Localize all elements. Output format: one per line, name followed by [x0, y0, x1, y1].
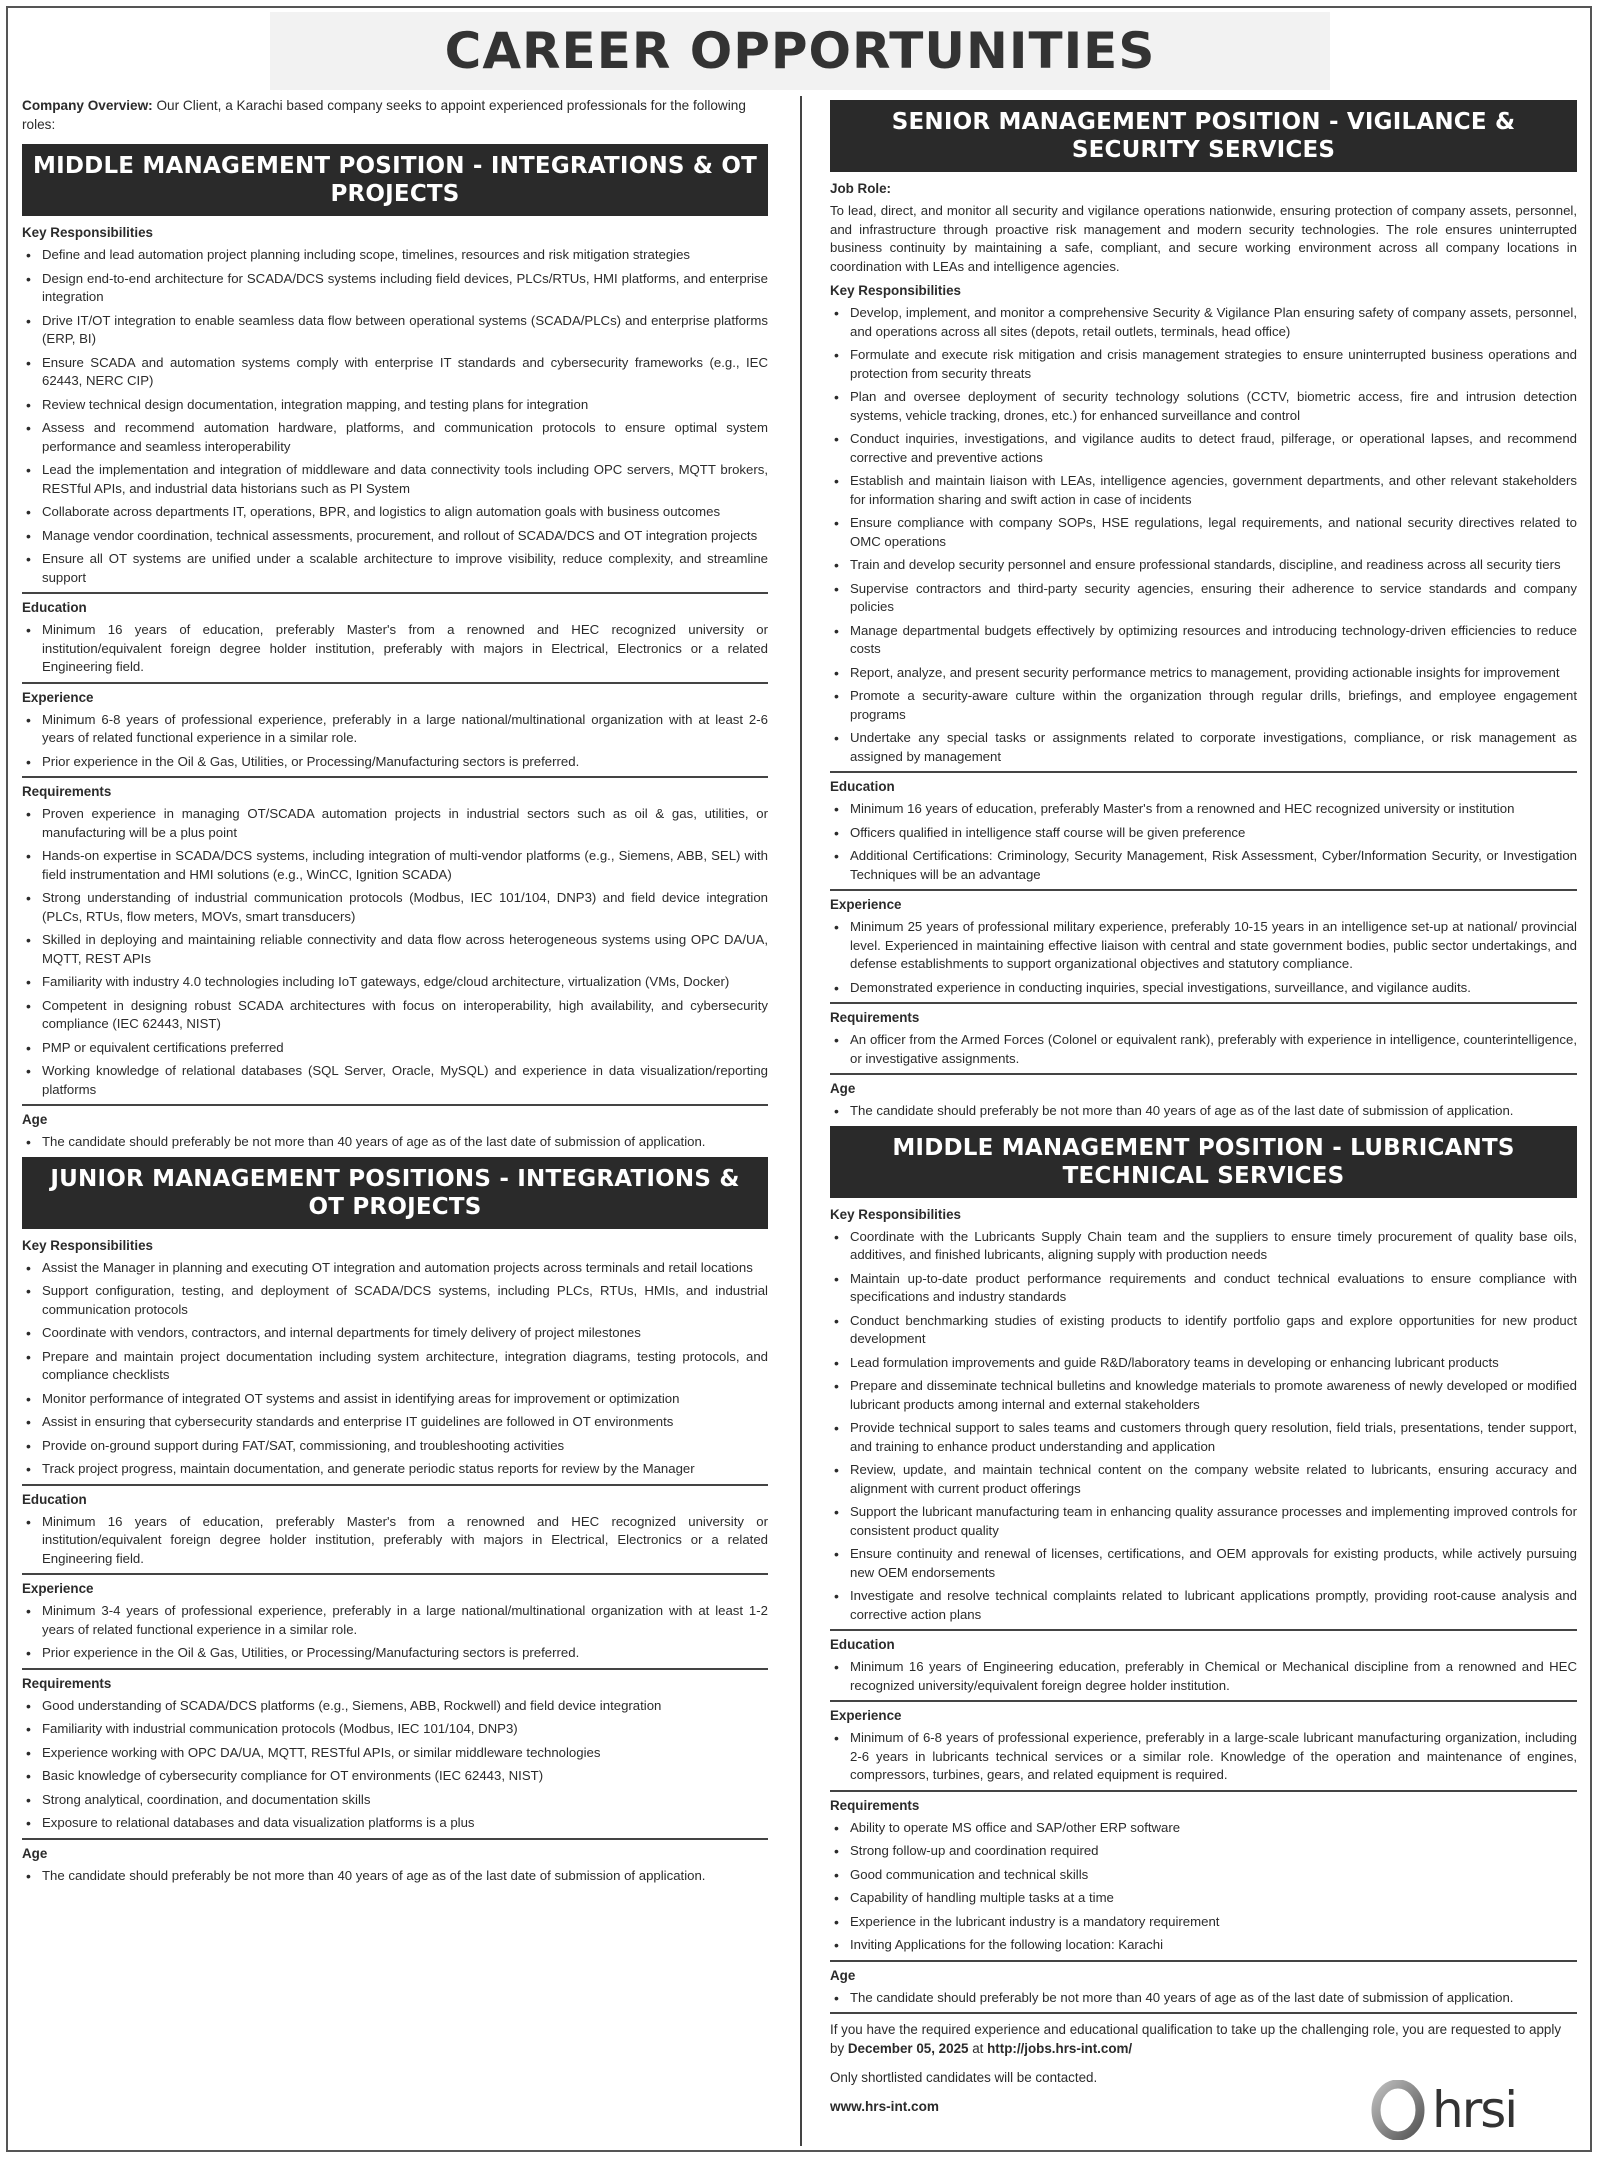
list-item: • Provide on-ground support during FAT/SAT, commissioning, and troubleshooting activities	[22, 1437, 768, 1456]
list-item: • Train and develop security personnel and ensure professional standards, discipline, and readiness across all security tiers	[830, 556, 1577, 575]
requirements-list	[22, 1697, 768, 1833]
list-item: • Design end-to-end architecture for SCADA/DCS systems including field devices, PLCs/RTUs, HMI platforms, and enterprise integration	[22, 270, 768, 307]
section-heading-requirements: Requirements	[830, 1010, 920, 1025]
list-item: • Ensure all OT systems are unified under a scalable architecture to improve visibility, reduce complexity, and streamline support	[22, 550, 768, 587]
section-divider	[830, 1790, 1577, 1792]
list-item: • Additional Certifications: Criminology, Security Management, Risk Assessment, Cyber/Information Security, or Investigation Techniques will be an advantage	[830, 847, 1577, 884]
requirements-list	[830, 1819, 1577, 1955]
experience-list	[22, 1602, 768, 1663]
section-divider	[22, 682, 768, 684]
column-divider	[800, 96, 802, 2146]
list-item: • Review technical design documentation, integration mapping, and testing plans for integration	[22, 396, 768, 415]
key-list	[830, 1228, 1577, 1625]
list-item: • Supervise contractors and third-party security agencies, ensuring their adherence to service standards and company policies	[830, 580, 1577, 617]
list-item: • Minimum 16 years of Engineering education, preferably in Chemical or Mechanical discipline from a renowned and HEC recognized university/equivalent foreign degree holder institution.	[830, 1658, 1577, 1695]
section-heading-age: Age	[22, 1845, 48, 1861]
list-item: • Strong analytical, coordination, and documentation skills	[22, 1791, 768, 1810]
section-divider	[22, 592, 768, 594]
list-item: • Ensure compliance with company SOPs, HSE regulations, legal requirements, and national security directives related to OMC operations	[830, 514, 1577, 551]
job-lubricants	[830, 1126, 1577, 2015]
list-item: • Officers qualified in intelligence staff course will be given preference	[830, 824, 1577, 843]
list-item: • Assist in ensuring that cybersecurity standards and enterprise IT guidelines are followed in OT environments	[22, 1413, 768, 1432]
section-heading-key: Key Responsibilities	[22, 1237, 153, 1253]
list-item: • Strong follow-up and coordination required	[830, 1842, 1577, 1861]
education-list	[830, 800, 1577, 884]
section-heading-key: Key Responsibilities	[830, 283, 961, 298]
apply-text-at: at	[968, 2041, 988, 2056]
list-item: • Drive IT/OT integration to enable seamless data flow between operational systems (SCADA/PLCs) and enterprise platforms (ERP, BI)	[22, 312, 768, 349]
section-heading-key: Key Responsibilities	[22, 225, 153, 240]
job-role-text: To lead, direct, and monitor all security and vigilance operations nationwide, ensuring protection of company assets, personnel, and infrastructure through proactive risk management and modern security technologies. The role ensures uninterrupted business continuity by maintaining a safe, compliant, and secure working environment across all company locations in coordination with LEAs and intelligence agencies.	[830, 203, 1577, 274]
apply-text: If you have the required experience and educational qualification to take up the challenging role, you are requested to apply by	[830, 2022, 1562, 2056]
list-item: • Strong understanding of industrial communication protocols (Modbus, IEC 101/104, DNP3) and field device integration (PLCs, RTUs, flow meters, MOVs, smart transducers)	[22, 889, 768, 926]
list-item: • Inviting Applications for the following location: Karachi	[830, 1936, 1577, 1955]
section-divider	[22, 1838, 768, 1840]
section-divider	[22, 1668, 768, 1670]
list-item: • Basic knowledge of cybersecurity compliance for OT environments (IEC 62443, NIST)	[22, 1767, 768, 1786]
list-item: • Develop, implement, and monitor a comprehensive Security & Vigilance Plan ensuring safety of company assets, personnel, and operations across all sites (depots, retail outlets, terminals, head office)	[830, 304, 1577, 341]
list-item: • Prior experience in the Oil & Gas, Utilities, or Processing/Manufacturing sectors is preferred.	[22, 1644, 768, 1663]
list-item: • Report, analyze, and present security performance metrics to management, providing actionable insights for improvement	[830, 664, 1577, 683]
hrsi-logo	[1370, 2080, 1570, 2140]
list-item: • Minimum 6-8 years of professional experience, preferably in a large national/multinational organization with at least 2-6 years of related functional experience in a similar role.	[22, 711, 768, 748]
list-item: • Capability of handling multiple tasks at a time	[830, 1889, 1577, 1908]
list-item: • Undertake any special tasks or assignments related to corporate investigations, compliance, or risk management as assigned by management	[830, 729, 1577, 766]
list-item: • Support configuration, testing, and deployment of SCADA/DCS systems, including PLCs, RTUs, HMIs, and industrial communication protocols	[22, 1282, 768, 1319]
logo-wordmark: hrsi	[1432, 2081, 1517, 2139]
key-list	[22, 1259, 768, 1479]
list-item: • Skilled in deploying and maintaining reliable connectivity and data flow across heterogeneous systems using OPC DA/UA, MQTT, REST APIs	[22, 931, 768, 968]
education-list	[830, 1658, 1577, 1695]
requirements-list	[22, 805, 768, 1099]
list-item: • Ensure SCADA and automation systems comply with enterprise IT standards and cybersecurity frameworks (e.g., IEC 62443, NERC CIP)	[22, 354, 768, 391]
page-title: CAREER OPPORTUNITIES	[444, 22, 1156, 80]
list-item: • An officer from the Armed Forces (Colonel or equivalent rank), preferably with experience in intelligence, counterintelligence, or investigative assignments.	[830, 1031, 1577, 1068]
section-divider	[830, 1700, 1577, 1702]
company-overview	[22, 96, 768, 134]
list-item: • Lead the implementation and integration of middleware and data connectivity tools including OPC servers, MQTT brokers, RESTful APIs, and industrial data historians such as PI System	[22, 461, 768, 498]
section-divider	[830, 2012, 1577, 2014]
list-item: • Provide technical support to sales teams and customers through query resolution, field trials, presentations, tender support, and training to enhance product understanding and application	[830, 1419, 1577, 1456]
section-heading-job-role: Job Role:	[830, 181, 892, 196]
list-item: • Familiarity with industry 4.0 technologies including IoT gateways, edge/cloud architecture, virtualization (VMs, Docker)	[22, 973, 768, 992]
list-item: • Working knowledge of relational databases (SQL Server, Oracle, MySQL) and experience in data visualization/reporting platforms	[22, 1062, 768, 1099]
section-divider	[830, 889, 1577, 891]
section-divider	[22, 1104, 768, 1106]
overview-text: Our Client, a Karachi based company seeks to appoint experienced professionals for the following roles:	[22, 98, 746, 132]
section-heading-education: Education	[830, 779, 895, 794]
list-item: • Manage vendor coordination, technical assessments, procurement, and rollout of SCADA/DCS and OT integration projects	[22, 527, 768, 546]
experience-list	[22, 711, 768, 772]
job-heading: MIDDLE MANAGEMENT POSITION - LUBRICANTS TECHNICAL SERVICES	[830, 1126, 1577, 1198]
list-item: • Collaborate across departments IT, operations, BPR, and logistics to align automation goals with business outcomes	[22, 503, 768, 522]
section-heading-education: Education	[22, 600, 87, 615]
key-list	[830, 304, 1577, 766]
list-item: • Good communication and technical skills	[830, 1866, 1577, 1885]
list-item: • Track project progress, maintain documentation, and generate periodic status reports for review by the Manager	[22, 1460, 768, 1479]
list-item: • Demonstrated experience in conducting inquiries, special investigations, surveillance, and vigilance audits.	[830, 979, 1577, 998]
overview-label: Company Overview:	[22, 98, 153, 113]
age-list	[22, 1867, 768, 1886]
list-item: • Hands-on expertise in SCADA/DCS systems, including integration of multi-vendor platforms (e.g., Siemens, ABB, SEL) with field instrumentation and HMI solutions (e.g., WinCC, Ignition SCADA)	[22, 847, 768, 884]
section-heading-experience: Experience	[22, 689, 94, 705]
section-divider	[22, 776, 768, 778]
list-item: • Plan and oversee deployment of security technology solutions (CCTV, biometric access, fire and intrusion detection systems, vehicle tracking, drones, etc.) for enhanced surveillance and control	[830, 388, 1577, 425]
list-item: • Review, update, and maintain technical content on the company website related to lubricants, ensuring accuracy and alignment with current product offerings	[830, 1461, 1577, 1498]
list-item: • Establish and maintain liaison with LEAs, intelligence agencies, government departments, and other relevant stakeholders for information sharing and swift action in case of incidents	[830, 472, 1577, 509]
job-middle-ot	[22, 144, 768, 1152]
list-item: • Conduct inquiries, investigations, and vigilance audits to detect fraud, pilferage, or operational lapses, and recommend corrective and preventive actions	[830, 430, 1577, 467]
list-item: • The candidate should preferably be not more than 40 years of age as of the last date of submission of application.	[830, 1102, 1577, 1121]
list-item: • Manage departmental budgets effectively by optimizing resources and introducing technology-driven efficiencies to reduce costs	[830, 622, 1577, 659]
list-item: • Prior experience in the Oil & Gas, Utilities, or Processing/Manufacturing sectors is preferred.	[22, 753, 768, 772]
title-band	[270, 12, 1330, 90]
list-item: • Exposure to relational databases and data visualization platforms is a plus	[22, 1814, 768, 1833]
apply-link[interactable]: http://jobs.hrs-int.com/	[987, 2041, 1133, 2056]
section-divider	[830, 771, 1577, 773]
list-item: • Monitor performance of integrated OT systems and assist in identifying areas for improvement or optimization	[22, 1390, 768, 1409]
list-item: • Minimum 25 years of professional military experience, preferably 10-15 years in an intelligence set-up at national/ provincial level. Experienced in maintaining effective liaison with central and state government bodies, public sector undertakings, and defense establishments to support organizational objectives and statutory compliance.	[830, 918, 1577, 974]
list-item: • Good understanding of SCADA/DCS platforms (e.g., Siemens, ABB, Rockwell) and field device integration	[22, 1697, 768, 1716]
list-item: • Prepare and maintain project documentation including system architecture, integration diagrams, testing protocols, and compliance checklists	[22, 1348, 768, 1385]
age-list	[22, 1133, 768, 1152]
list-item: • Lead formulation improvements and guide R&D/laboratory teams in developing or enhancing lubricant products	[830, 1354, 1577, 1373]
job-heading: JUNIOR MANAGEMENT POSITIONS - INTEGRATIONS & OT PROJECTS	[22, 1157, 768, 1229]
list-item: • Experience working with OPC DA/UA, MQTT, RESTful APIs, or similar middleware technologies	[22, 1744, 768, 1763]
section-heading-education: Education	[830, 1637, 895, 1652]
job-heading: SENIOR MANAGEMENT POSITION - VIGILANCE & SECURITY SERVICES	[830, 100, 1577, 172]
key-list	[22, 246, 768, 587]
shortlist-note: Only shortlisted candidates will be contacted.	[830, 2070, 1098, 2085]
list-item: • Experience in the lubricant industry is a mandatory requirement	[830, 1913, 1577, 1932]
section-divider	[830, 1629, 1577, 1631]
list-item: • Familiarity with industrial communication protocols (Modbus, IEC 101/104, DNP3)	[22, 1720, 768, 1739]
section-heading-age: Age	[830, 1081, 856, 1096]
left-column	[22, 96, 768, 1890]
list-item: • Assist the Manager in planning and executing OT integration and automation projects across terminals and retail locations	[22, 1259, 768, 1278]
section-divider	[830, 1073, 1577, 1075]
age-list	[830, 1989, 1577, 2008]
list-item: • Proven experience in managing OT/SCADA automation projects in industrial sectors such as oil & gas, utilities, or manufacturing will be a plus point	[22, 805, 768, 842]
list-item: • Minimum 3-4 years of professional experience, preferably in a large national/multinational organization with at least 1-2 years of related functional experience in a similar role.	[22, 1602, 768, 1639]
section-divider	[830, 1002, 1577, 1004]
list-item: • Minimum 16 years of education, preferably Master's from a renowned and HEC recognized university or institution	[830, 800, 1577, 819]
section-heading-requirements: Requirements	[830, 1797, 920, 1813]
list-item: • Ability to operate MS office and SAP/other ERP software	[830, 1819, 1577, 1838]
list-item: • Maintain up-to-date product performance requirements and conduct technical evaluations to ensure compliance with specifications and industry standards	[830, 1270, 1577, 1307]
deadline: December 05, 2025	[847, 2041, 969, 2056]
job-junior-ot	[22, 1157, 768, 1886]
experience-list	[830, 918, 1577, 997]
section-heading-requirements: Requirements	[22, 784, 112, 799]
list-item: • The candidate should preferably be not more than 40 years of age as of the last date of submission of application.	[22, 1133, 768, 1152]
job-heading: MIDDLE MANAGEMENT POSITION - INTEGRATIONS & OT PROJECTS	[22, 144, 768, 216]
list-item: • Assess and recommend automation hardware, platforms, and communication protocols to ensure optimal system performance and seamless interoperability	[22, 419, 768, 456]
list-item: • Prepare and disseminate technical bulletins and knowledge materials to promote awareness of newly developed or modified lubricant products among internal and external stakeholders	[830, 1377, 1577, 1414]
section-heading-age: Age	[830, 1967, 856, 1983]
list-item: • Minimum of 6-8 years of professional experience, preferably in a large-scale lubricant manufacturing organization, including 2-6 years in lubricants technical services or a similar role. Knowledge of the operation and maintenance of engines, compressors, turbines, gears, and related equipment is required.	[830, 1729, 1577, 1785]
list-item: • Competent in designing robust SCADA architectures with focus on interoperability, high availability, and cybersecurity compliance (IEC 62443, NIST)	[22, 997, 768, 1034]
apply-instructions	[830, 2020, 1577, 2058]
list-item: • Promote a security-aware culture within the organization through regular drills, briefings, and employee engagement programs	[830, 687, 1577, 724]
list-item: • The candidate should preferably be not more than 40 years of age as of the last date of submission of application.	[830, 1989, 1577, 2008]
section-heading-key: Key Responsibilities	[830, 1206, 961, 1222]
education-list	[22, 621, 768, 677]
requirements-list	[830, 1031, 1577, 1068]
list-item: • Investigate and resolve technical complaints related to lubricant applications promptly, providing root-cause analysis and corrective action plans	[830, 1587, 1577, 1624]
ring-logo-icon	[1370, 2080, 1426, 2140]
age-list	[830, 1102, 1577, 1121]
section-heading-experience: Experience	[830, 1708, 902, 1723]
section-divider	[830, 1960, 1577, 1962]
list-item: • Coordinate with the Lubricants Supply Chain team and the suppliers to ensure timely procurement of quality base oils, additives, and finished lubricants, aligning supply with production needs	[830, 1228, 1577, 1265]
list-item: • Formulate and execute risk mitigation and crisis management strategies to ensure uninterrupted business operations and protection from security threats	[830, 346, 1577, 383]
list-item: • Minimum 16 years of education, preferably Master's from a renowned and HEC recognized university or institution/equivalent foreign degree holder institution, preferably with majors in Electrical, Electronics or a related Engineering field.	[22, 621, 768, 677]
section-divider	[22, 1484, 768, 1486]
section-heading-education: Education	[22, 1491, 87, 1507]
list-item: • Minimum 16 years of education, preferably Master's from a renowned and HEC recognized university or institution/equivalent foreign degree holder institution, preferably with majors in Electrical, Electronics or a related Engineering field.	[22, 1513, 768, 1569]
experience-list	[830, 1729, 1577, 1785]
list-item: • PMP or equivalent certifications preferred	[22, 1039, 768, 1058]
list-item: • Define and lead automation project planning including scope, timelines, resources and risk mitigation strategies	[22, 246, 768, 265]
website-link[interactable]: www.hrs-int.com	[830, 2099, 940, 2114]
right-column	[830, 100, 1577, 2114]
section-heading-requirements: Requirements	[22, 1675, 112, 1691]
section-divider	[22, 1573, 768, 1575]
section-heading-experience: Experience	[22, 1581, 94, 1596]
section-heading-experience: Experience	[830, 897, 902, 912]
list-item: • Conduct benchmarking studies of existing products to identify portfolio gaps and explore opportunities for new product development	[830, 1312, 1577, 1349]
list-item: • Support the lubricant manufacturing team in enhancing quality assurance processes and implementing improved controls for consistent product quality	[830, 1503, 1577, 1540]
list-item: • Ensure continuity and renewal of licenses, certifications, and OEM approvals for existing products, while actively pursuing new OEM endorsements	[830, 1545, 1577, 1582]
job-senior-security	[830, 100, 1577, 1121]
section-heading-age: Age	[22, 1112, 48, 1127]
list-item: • Coordinate with vendors, contractors, and internal departments for timely delivery of project milestones	[22, 1324, 768, 1343]
education-list	[22, 1513, 768, 1569]
list-item: • The candidate should preferably be not more than 40 years of age as of the last date of submission of application.	[22, 1867, 768, 1886]
